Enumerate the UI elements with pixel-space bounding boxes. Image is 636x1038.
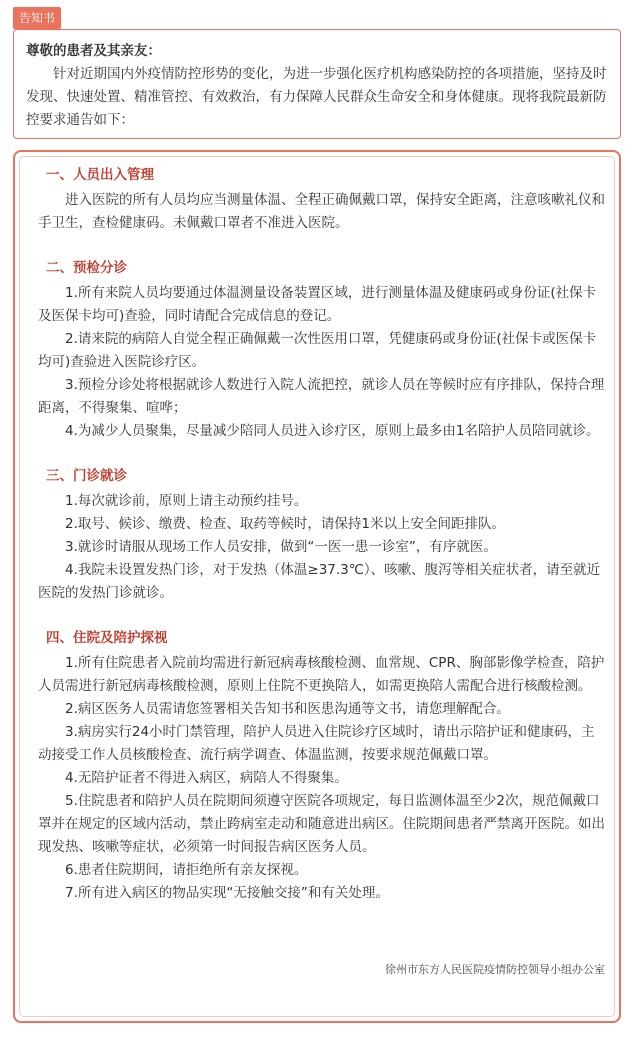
section-title: 三、门诊就诊 — [46, 468, 127, 484]
greeting: 尊敬的患者及其亲友： — [26, 43, 161, 59]
signature-office: 徐州市东方人民医院疫情防控领导小组办公室 — [385, 963, 605, 976]
section-outpatient — [38, 465, 605, 605]
section-triage — [38, 257, 605, 443]
section-item: 1.所有来院人员均要通过体温测量设备装置区域，进行测量体温及健康码或身份证(社保卡及医保卡均可)查验，同时请配合完成信息的登记。 — [38, 285, 597, 324]
section-inpatient — [38, 627, 605, 905]
section-item: 4.无陪护证者不得进入病区，病陪人不得聚集。 — [65, 770, 348, 786]
intro-box — [13, 29, 621, 139]
section-entry-management — [38, 164, 605, 235]
section-item: 进入医院的所有人员均应当测量体温、全程正确佩戴口罩，保持安全距离，注意咳嗽礼仪和手卫生，查检健康码。未佩戴口罩者不准进入医院。 — [38, 192, 605, 231]
section-item: 3.病房实行24小时门禁管理，陪护人员进入住院诊疗区域时，请出示陪护证和健康码，主动接受工作人员核酸检查、流行病学调查、体温监测，按要求规范佩戴口罩。 — [38, 724, 595, 763]
section-item: 7.所有进入病区的物品实现“无接触交接”和有关处理。 — [65, 885, 389, 901]
section-item: 3.预检分诊处将根据就诊人数进行入院人流把控，就诊人员在等候时应有序排队，保持合理距离，不得聚集、喧哗； — [38, 377, 605, 416]
section-item: 4.为减少人员聚集，尽量减少陪同人员进入诊疗区，原则上最多由1名陪护人员陪同就诊。 — [65, 423, 600, 439]
intro-paragraph: 针对近期国内外疫情防控形势的变化，为进一步强化医疗机构感染防控的各项措施，坚持及时发现、快速处置、精准管控、有效救治，有力保障人民群众生命安全和身体健康。现将我院最新防控要求通告如下： — [26, 66, 607, 128]
section-item: 6.患者住院期间，请拒绝所有亲友探视。 — [65, 862, 308, 878]
notice-body — [13, 150, 621, 1023]
section-item: 2.病区医务人员需请您签署相关告知书和医患沟通等文书，请您理解配合。 — [65, 701, 510, 717]
section-title: 一、人员出入管理 — [46, 167, 154, 183]
section-item: 3.就诊时请服从现场工作人员安排，做到“一医一患一诊室”，有序就医。 — [65, 539, 497, 555]
section-item: 2.请来院的病陪人自觉全程正确佩戴一次性医用口罩，凭健康码或身份证(社保卡或医保卡均可)查验进入医院诊疗区。 — [38, 331, 597, 370]
section-title: 二、预检分诊 — [46, 260, 127, 276]
section-item: 1.所有住院患者入院前均需进行新冠病毒核酸检测、血常规、CPR、胸部影像学检查，陪护人员需进行新冠病毒核酸检测，原则上住院不更换陪人，如需更换陪人需配合进行核酸检测。 — [38, 655, 605, 694]
section-item: 2.取号、候诊、缴费、检查、取药等候时，请保持1米以上安全间距排队。 — [65, 516, 505, 532]
section-item: 5.住院患者和陪护人员在院期间须遵守医院各项规定，每日监测体温至少2次，规范佩戴口罩并在规定的区域内活动，禁止跨病室走动和随意进出病区。住院期间患者严禁离开医院。如出现发热、咳嗽等症状，必须第一时间报告病区医务人员。 — [38, 793, 605, 855]
section-title: 四、住院及陪护探视 — [46, 630, 168, 646]
section-item: 4.我院未设置发热门诊，对于发热（体温≥37.3℃）、咳嗽、腹泻等相关症状者，请至就近医院的发热门诊就诊。 — [38, 562, 601, 601]
section-item: 1.每次就诊前，原则上请主动预约挂号。 — [65, 493, 308, 509]
notice-tag: 告知书 — [13, 7, 61, 29]
